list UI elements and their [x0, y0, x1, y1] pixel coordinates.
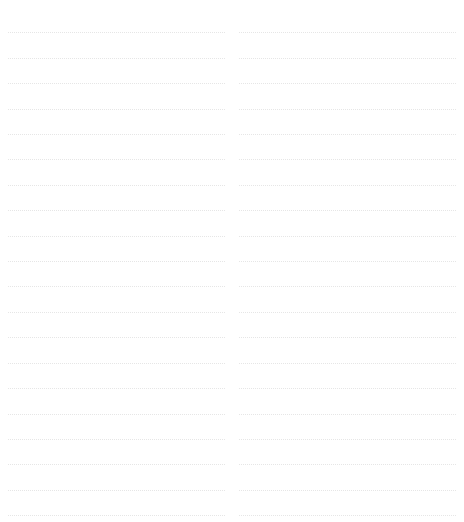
verse-line — [239, 160, 456, 185]
verse-line — [239, 186, 456, 211]
verse-line — [8, 415, 225, 440]
verse-line — [239, 338, 456, 363]
left-column — [239, 8, 456, 516]
verse-line — [8, 287, 225, 312]
verse-line — [239, 33, 456, 58]
verse-line — [239, 59, 456, 84]
verse-line — [8, 338, 225, 363]
verse-line — [8, 84, 225, 109]
verse-line — [239, 84, 456, 109]
verse-line — [239, 364, 456, 389]
verse-line — [8, 389, 225, 414]
verse-line — [8, 491, 225, 516]
verse-line — [239, 313, 456, 338]
verse-line — [239, 110, 456, 135]
verse-line — [239, 491, 456, 516]
verse-line — [8, 237, 225, 262]
verse-line — [8, 186, 225, 211]
verse-line — [8, 8, 225, 33]
verse-line — [8, 364, 225, 389]
verse-line — [8, 440, 225, 465]
verse-line — [239, 135, 456, 160]
verse-line — [239, 8, 456, 33]
verse-line — [8, 313, 225, 338]
verse-line — [8, 110, 225, 135]
verse-line — [8, 135, 225, 160]
verse-line — [239, 415, 456, 440]
verse-line — [8, 33, 225, 58]
verse-line — [239, 465, 456, 490]
verse-line — [8, 59, 225, 84]
verse-line — [239, 287, 456, 312]
verse-line — [239, 211, 456, 236]
right-column — [8, 8, 225, 516]
verse-line — [8, 262, 225, 287]
verse-line — [8, 160, 225, 185]
verse-line — [239, 389, 456, 414]
verse-line — [239, 237, 456, 262]
verse-line — [8, 465, 225, 490]
verse-line — [239, 262, 456, 287]
verse-line — [8, 211, 225, 236]
verse-line — [239, 440, 456, 465]
